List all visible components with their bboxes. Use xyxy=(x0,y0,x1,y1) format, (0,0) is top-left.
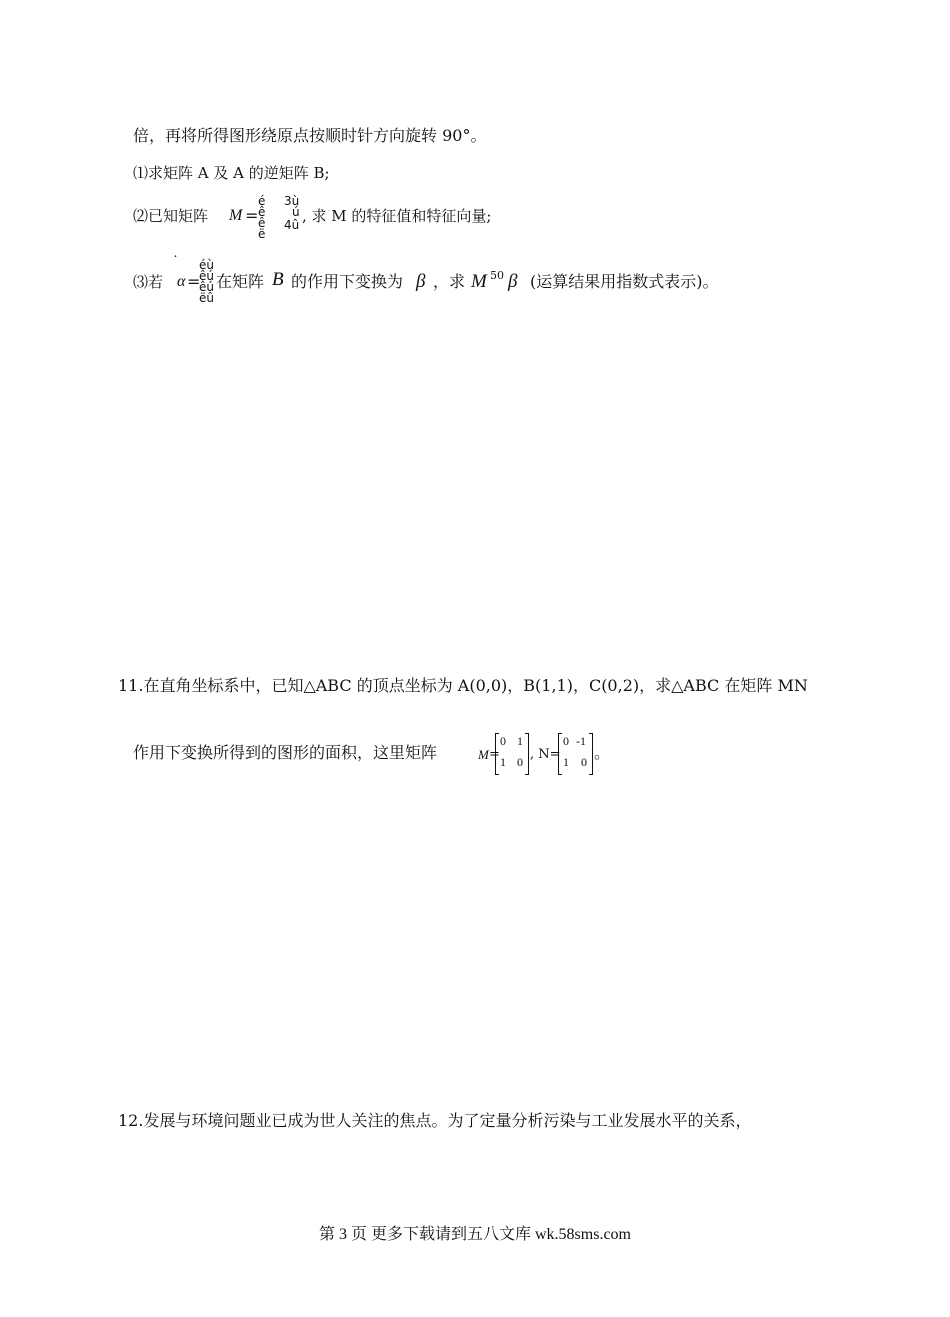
matrix-N xyxy=(558,733,593,773)
problem12-line1: 12.发展与环境问题业已成为世人关注的焦点。为了定量分析污染与工业发展水平的关系， xyxy=(118,1111,752,1130)
part2-suffix: , 求 M 的特征值和特征向量; xyxy=(302,207,492,225)
part3-beta: β xyxy=(416,271,426,292)
matrix-M-cell: 0 xyxy=(517,755,523,769)
part3-prefix: ⑶若 xyxy=(133,273,164,291)
part3-alpha: α xyxy=(177,273,186,290)
matrix-M-cell: 0 xyxy=(500,734,506,748)
problem11-end: 。 xyxy=(594,743,611,762)
problem11-line2-prefix: 作用下变换所得到的图形的面积，这里矩阵 xyxy=(133,743,438,762)
matrix-M-equals: = xyxy=(489,747,500,762)
matrix-M-label: M xyxy=(478,747,489,762)
matrix-M-cell: 1 xyxy=(500,755,506,769)
part2-matrix-name: M xyxy=(229,207,243,224)
part2-prefix: ⑵已知矩阵 xyxy=(133,207,209,225)
matrix-N-cell: 0 xyxy=(563,734,569,748)
part2-equals: = xyxy=(245,206,259,225)
matrix-N-cell: 1 xyxy=(563,755,569,769)
part3-B: B xyxy=(272,269,284,290)
part3-suffix: (运算结果用指数式表示)。 xyxy=(530,272,719,291)
problem10-part1: ⑴求矩阵 A 及 A 的逆矩阵 B; xyxy=(133,164,330,182)
part3-equals: = xyxy=(187,272,201,291)
part3-mid: 在矩阵 xyxy=(216,272,265,291)
part3-M: M xyxy=(471,271,487,292)
part3-ask: ，求 xyxy=(433,272,466,291)
matrix-N-cell: -1 xyxy=(576,734,586,748)
problem10-intro: 倍，再将所得图形绕原点按顺时针方向旋转 90°。 xyxy=(133,126,487,145)
matrix-separator: , N= xyxy=(530,747,561,762)
vector-arrow-mark: ˙ xyxy=(172,254,179,270)
matrix-M-cell: 1 xyxy=(517,734,523,748)
part3-mid2: 的作用下变换为 xyxy=(291,272,404,291)
matrix-N-cell: 0 xyxy=(581,755,587,769)
problem11-line1: 11.在直角坐标系中，已知△ABC 的顶点坐标为 A(0,0)，B(1,1)，C(0,2)，求△ABC 在矩阵 MN xyxy=(118,676,808,695)
part2-matrix-glyphs-left: é ê ê ë xyxy=(258,194,266,241)
page-footer: 第 3 页 更多下载请到五八文库 wk.58sms.com xyxy=(318,1226,631,1243)
matrix-M xyxy=(495,733,529,773)
part2-matrix-glyphs-right: 3ù ú 4û xyxy=(284,194,300,232)
part3-beta2: β xyxy=(508,271,518,292)
part3-exponent: 50 xyxy=(490,269,504,282)
part3-vector-glyphs: éù êú êú ëû xyxy=(199,258,214,305)
